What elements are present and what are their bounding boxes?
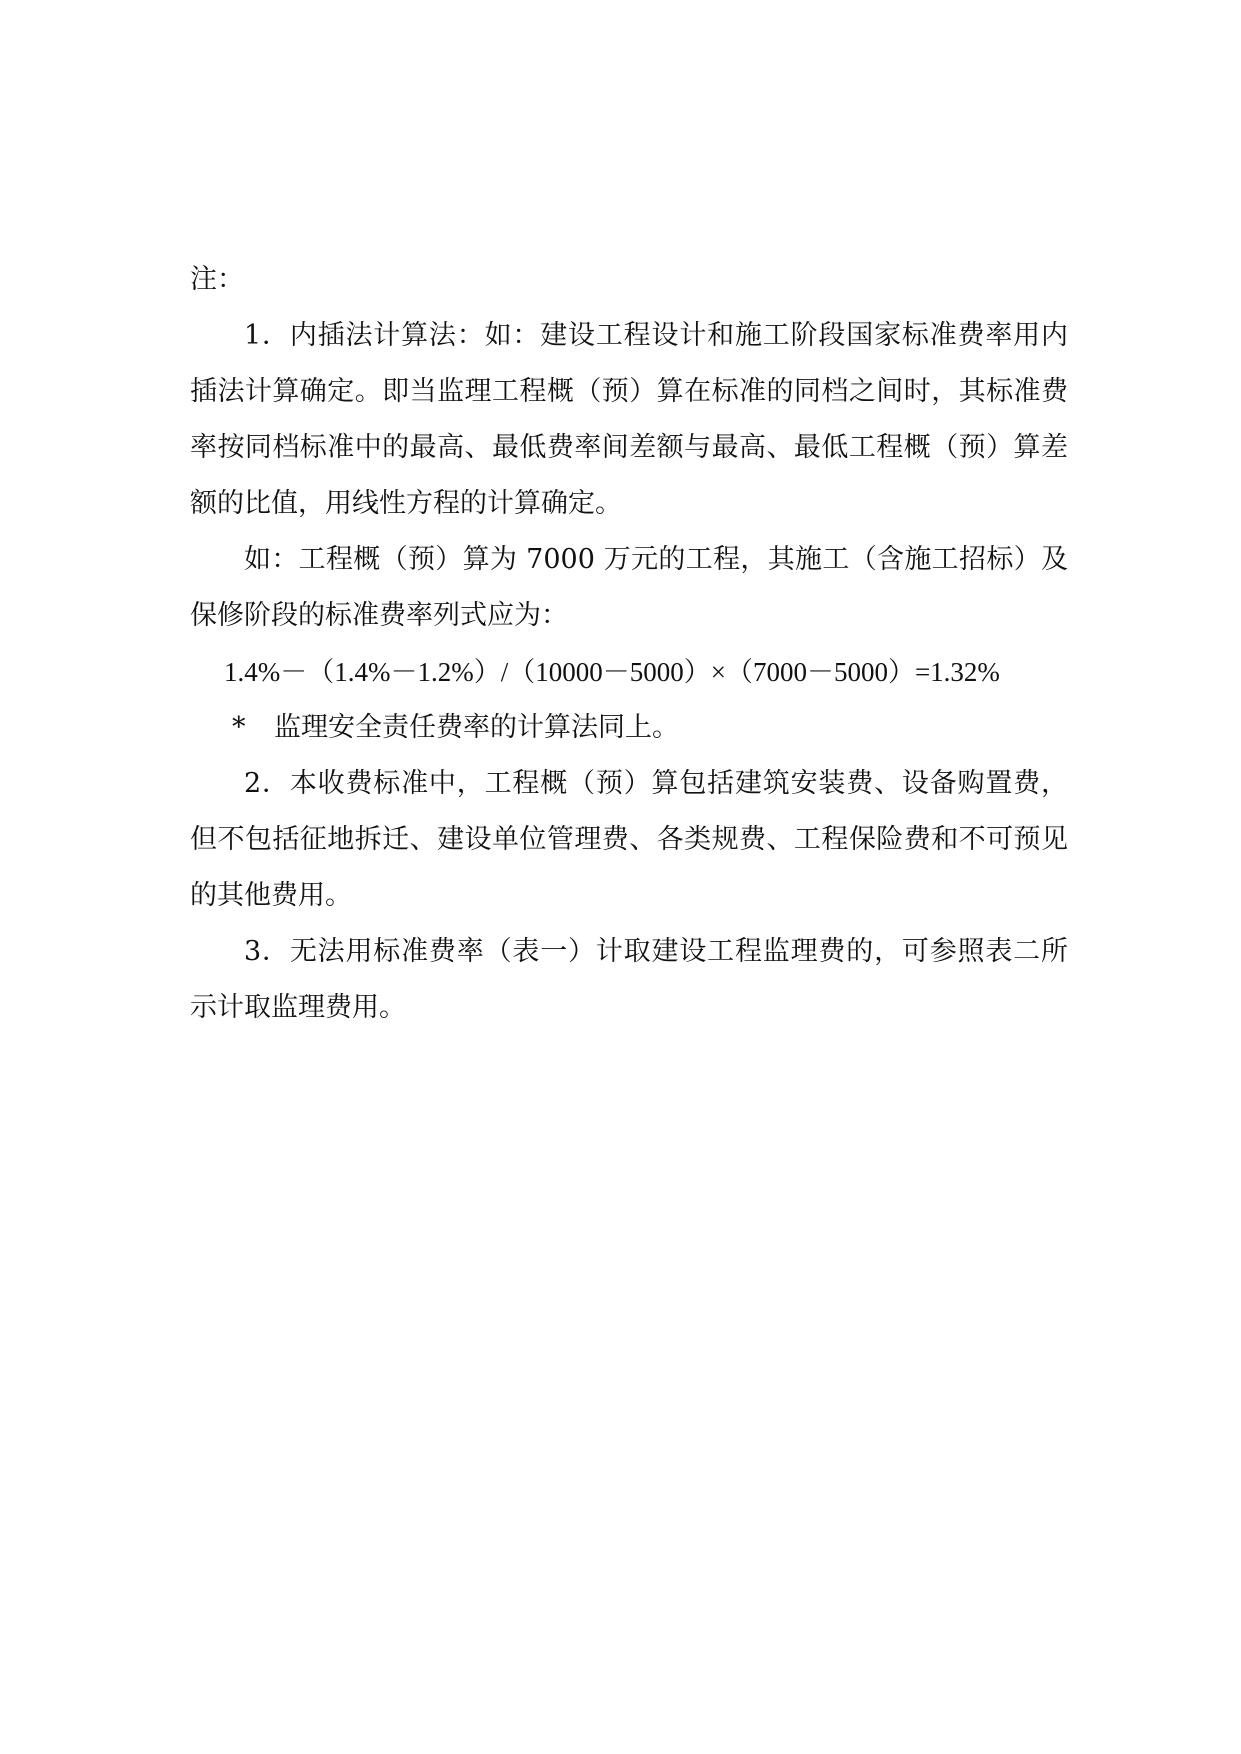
note-item-3: 3．无法用标准费率（表一）计取建设工程监理费的，可参照表二所示计取监理费用。 [190, 936, 1068, 1023]
example-paragraph: 如：工程概（预）算为 7000 万元的工程，其施工（含施工招标）及保修阶段的标准费率列式应为： [190, 544, 1068, 631]
safety-rate-note [190, 700, 1068, 756]
asterisk-marker: * [232, 712, 246, 743]
note-heading: 注： [190, 264, 244, 295]
document-body [190, 252, 1068, 1036]
note-item-1: 1．内插法计算法：如：建设工程设计和施工阶段国家标准费率用内插法计算确定。即当监理工程概（预）算在标准的同档之间时，其标准费率按同档标准中的最高、最低费率间差额与最高、最低工程概（预）算差额的比值，用线性方程的计算确定。 [190, 320, 1068, 519]
note-item-2: 2．本收费标准中，工程概（预）算包括建筑安装费、设备购置费，但不包括征地拆迁、建设单位管理费、各类规费、工程保险费和不可预见的其他费用。 [190, 768, 1068, 911]
rate-formula: 1.4%－（1.4%－1.2%）/（10000－5000）×（7000－5000）=1.32% [224, 657, 1000, 687]
safety-rate-note-text: 监理安全责任费率的计算法同上。 [274, 712, 679, 743]
